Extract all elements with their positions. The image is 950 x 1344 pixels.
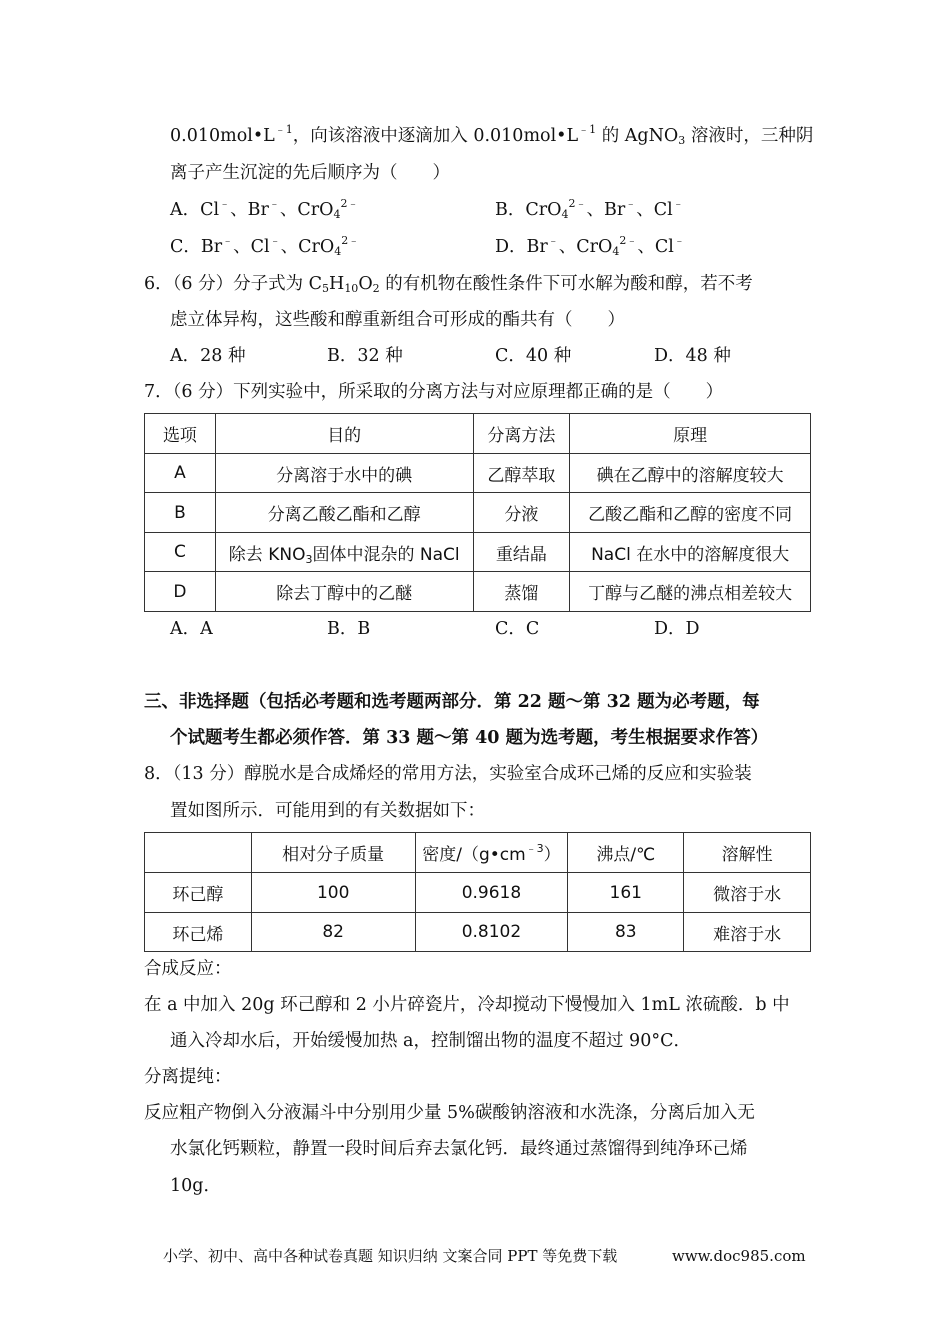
q8-row-1-mass: 100 bbox=[251, 873, 415, 913]
q8-header-bp: 沸点/℃ bbox=[568, 833, 684, 873]
q8-row-1-bp: 161 bbox=[568, 873, 684, 913]
q8-purify-title: 分离提纯： bbox=[144, 1067, 232, 1087]
q7-table bbox=[144, 413, 811, 612]
q8-header-sol: 溶解性 bbox=[684, 833, 811, 873]
q7-header-goal: 目的 bbox=[215, 414, 473, 454]
q8-row-2-density: 0.8102 bbox=[415, 913, 568, 952]
q8-row-2-sol: 难溶于水 bbox=[684, 913, 811, 952]
table-row bbox=[145, 913, 811, 952]
q6-stem-line1: 6．（6 分）分子式为 $C_5H_{10}O_2$ 的有机物在酸性条件下可水解为酸和醇，若不考 bbox=[144, 274, 753, 295]
table-row bbox=[145, 572, 811, 612]
q7-row-d-method: 蒸馏 bbox=[473, 572, 570, 612]
q8-stem-line1: 8．（13 分）醇脱水是合成烯烃的常用方法，实验室合成环己烯的反应和实验装 bbox=[144, 764, 752, 784]
q8-header-density: 密度$/(g•cm^{﹣3})$ bbox=[415, 833, 568, 873]
q8-synth-line1: 在 a 中加入 20g 环己醇和 2 小片碎瓷片，冷却搅动下慢慢加入 1mL 浓硫酸．b 中 bbox=[144, 995, 790, 1015]
q7-row-c-goal: 除去 $KNO_3$固体中混杂的 NaCl bbox=[215, 533, 473, 572]
q6-stem-line2: 虑立体异构，这些酸和醇重新组合可形成的酯共有（ ） bbox=[170, 310, 625, 330]
q8-row-2-mass: 82 bbox=[251, 913, 415, 952]
q7-row-c-id: C bbox=[145, 533, 216, 572]
table-row bbox=[145, 493, 811, 533]
q7-stem: 7．（6 分）下列实验中，所采取的分离方法与对应原理都正确的是（ ） bbox=[144, 382, 724, 402]
q5-option-a: A．Cl﹣、Br﹣、CrO$_4^{2﹣}$ bbox=[170, 197, 359, 221]
q5-option-c: C．Br﹣、Cl﹣、CrO$_4^{2﹣}$ bbox=[170, 234, 360, 258]
q7-option-b: B．B bbox=[327, 619, 371, 639]
q5-option-d: D．Br﹣、CrO$_4^{2﹣}$、Cl﹣ bbox=[495, 234, 685, 258]
q8-header-mass: 相对分子质量 bbox=[251, 833, 415, 873]
q8-synth-title: 合成反应： bbox=[144, 959, 232, 979]
q5-stem-line2: 离子产生沉淀的先后顺序为（ ） bbox=[170, 163, 450, 183]
q7-header-principle: 原理 bbox=[570, 414, 811, 454]
q7-row-a-goal: 分离溶于水中的碘 bbox=[215, 454, 473, 493]
q7-row-d-id: D bbox=[145, 572, 216, 612]
q8-stem-line2: 置如图所示．可能用到的有关数据如下： bbox=[170, 801, 485, 821]
footer-url[interactable]: www.doc985.com bbox=[672, 1247, 806, 1265]
q7-row-b-id: B bbox=[145, 493, 216, 533]
q5-stem-line1: $0.010mol•L^{﹣1}$，向该溶液中逐滴加入 $0.010mol•L^{﹣1}$ 的 AgNO$_3$ 溶液时，三种阴 bbox=[170, 123, 814, 147]
q8-table bbox=[144, 832, 811, 952]
q8-row-1-name: 环己醇 bbox=[145, 873, 252, 913]
q7-table-header bbox=[145, 414, 811, 454]
q7-row-d-goal: 除去丁醇中的乙醚 bbox=[215, 572, 473, 612]
q5-option-b: B．CrO$_4^{2﹣}$、Br﹣、Cl﹣ bbox=[495, 197, 684, 221]
q8-purify-line1: 反应粗产物倒入分液漏斗中分别用少量 5%碳酸钠溶液和水洗涤，分离后加入无 bbox=[144, 1103, 755, 1123]
q8-table-header bbox=[145, 833, 811, 873]
q7-row-c-principle: NaCl 在水中的溶解度很大 bbox=[570, 533, 811, 572]
q7-option-d: D．D bbox=[654, 619, 700, 639]
q7-row-d-principle: 丁醇与乙醚的沸点相差较大 bbox=[570, 572, 811, 612]
q8-row-1-density: 0.9618 bbox=[415, 873, 568, 913]
q8-row-1-sol: 微溶于水 bbox=[684, 873, 811, 913]
section3-heading-line2: 个试题考生都必须作答．第 33 题～第 40 题为选考题，考生根据要求作答） bbox=[170, 728, 769, 748]
q7-option-c: C．C bbox=[495, 619, 540, 639]
q8-header-blank bbox=[145, 833, 252, 873]
q7-row-a-id: A bbox=[145, 454, 216, 493]
q7-header-method: 分离方法 bbox=[473, 414, 570, 454]
q6-option-c: C．40 种 bbox=[495, 346, 572, 366]
q8-purify-line2: 水氯化钙颗粒，静置一段时间后弃去氯化钙．最终通过蒸馏得到纯净环己烯 bbox=[170, 1139, 748, 1159]
q8-row-2-name: 环己烯 bbox=[145, 913, 252, 952]
q6-option-d: D．48 种 bbox=[654, 346, 731, 366]
q8-purify-line3: 10g． bbox=[170, 1176, 221, 1196]
q7-row-c-method: 重结晶 bbox=[473, 533, 570, 572]
q8-synth-line2: 通入冷却水后，开始缓慢加热 a，控制馏出物的温度不超过 90°C． bbox=[170, 1031, 691, 1051]
q7-row-a-method: 乙醇萃取 bbox=[473, 454, 570, 493]
table-row bbox=[145, 454, 811, 493]
q7-row-a-principle: 碘在乙醇中的溶解度较大 bbox=[570, 454, 811, 493]
table-row bbox=[145, 533, 811, 572]
section3-heading-line1: 三、非选择题（包括必考题和选考题两部分．第 22 题～第 32 题为必考题，每 bbox=[144, 692, 760, 712]
q7-row-b-method: 分液 bbox=[473, 493, 570, 533]
q7-row-b-goal: 分离乙酸乙酯和乙醇 bbox=[215, 493, 473, 533]
q6-option-b: B．32 种 bbox=[327, 346, 403, 366]
footer-text: 小学、初中、高中各种试卷真题 知识归纳 文案合同 PPT 等免费下载 bbox=[163, 1247, 618, 1265]
q6-option-a: A．28 种 bbox=[170, 346, 246, 366]
q7-header-option: 选项 bbox=[145, 414, 216, 454]
q8-row-2-bp: 83 bbox=[568, 913, 684, 952]
table-row bbox=[145, 873, 811, 913]
q7-row-b-principle: 乙酸乙酯和乙醇的密度不同 bbox=[570, 493, 811, 533]
q7-option-a: A．A bbox=[170, 619, 213, 639]
